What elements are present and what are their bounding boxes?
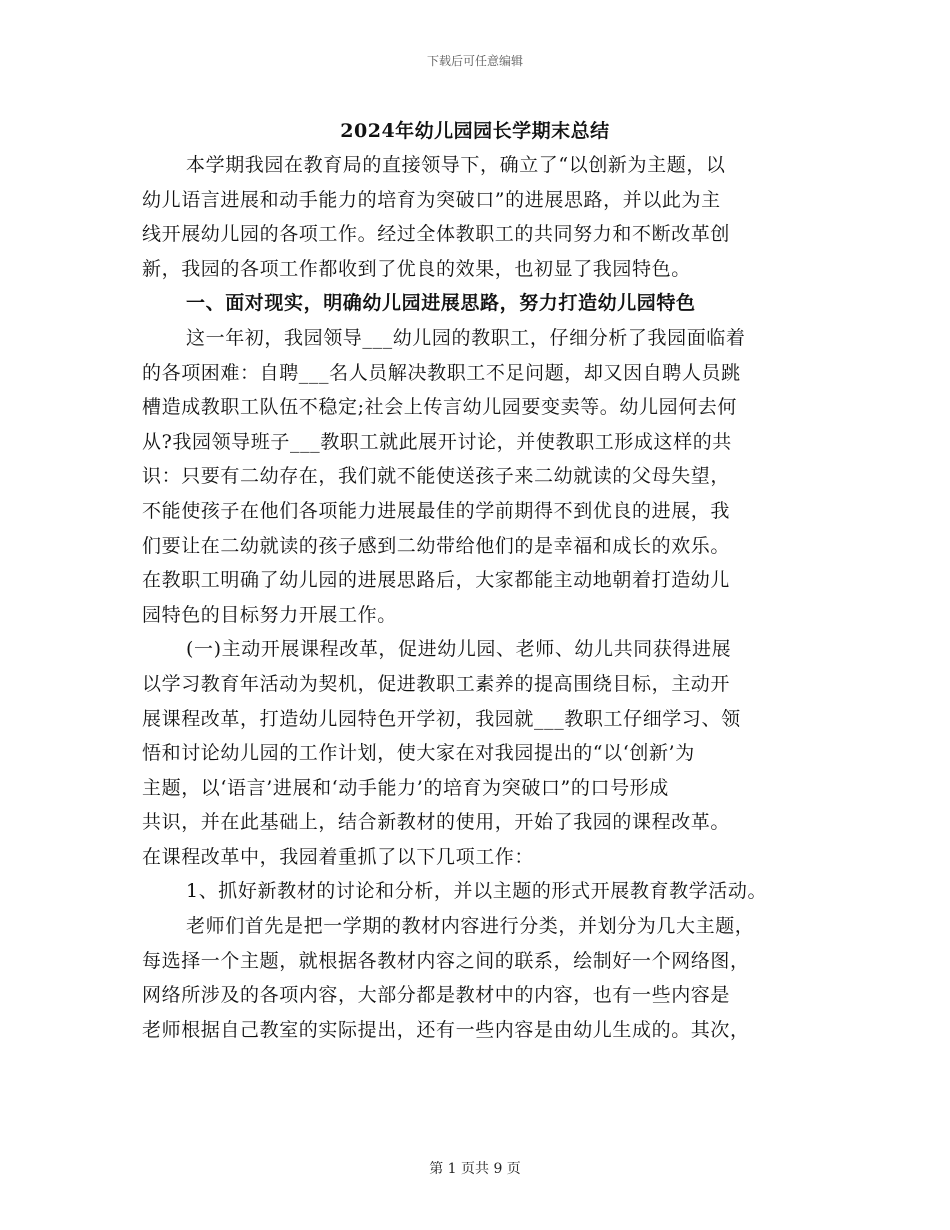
paragraph-line: 这一年初，我园领导___幼儿园的教职工，仔细分析了我园面临着 — [186, 326, 746, 349]
paragraph-line: 每选择一个主题，就根据各教材内容之间的联系，绘制好一个网络图， — [142, 949, 750, 972]
paragraph-line: 们要让在二幼就读的孩子感到二幼带给他们的是幸福和成长的欢乐。 — [142, 534, 731, 557]
document-title: 2024年幼儿园园长学期末总结 — [340, 120, 610, 142]
paragraph-line: 园特色的目标努力开展工作。 — [142, 603, 397, 626]
paragraph-line: 老师们首先是把一学期的教材内容进行分类，并划分为几大主题， — [186, 915, 755, 938]
list-item-heading: 1、抓好新教材的讨论和分析，并以主题的形式开展教育教学活动。 — [186, 880, 768, 903]
paragraph-line: 共识，并在此基础上，结合新教材的使用，开始了我园的课程改革。 — [142, 811, 731, 834]
subsection-heading: (一)主动开展课程改革，促进幼儿园、老师、幼儿共同获得进展 — [186, 638, 732, 661]
paragraph-line: 以学习教育年活动为契机，促进教职工素养的提高围绕目标，主动开 — [142, 672, 731, 695]
paragraph-line: 识：只要有二幼存在，我们就不能使送孩子来二幼就读的父母失望， — [142, 465, 731, 488]
document-body — [142, 148, 822, 1047]
paragraph-line: 从?我园领导班子___教职工就此展开讨论，并使教职工形成这样的共 — [142, 430, 732, 453]
paragraph-line: 在教职工明确了幼儿园的进展思路后，大家都能主动地朝着打造幼儿 — [142, 569, 731, 592]
paragraph-line: 老师根据自己教室的实际提出，还有一些内容是由幼儿生成的。其次， — [142, 1018, 750, 1041]
paragraph-line: 主题，以‘语言’进展和‘动手能力’的培育为突破口”的口号形成 — [142, 776, 669, 799]
paragraph-line: 展课程改革，打造幼儿园特色开学初，我园就___教职工仔细学习、领 — [142, 707, 741, 730]
section-heading: 一、面对现实，明确幼儿园进展思路，努力打造幼儿园特色 — [186, 292, 696, 315]
header-note: 下载后可任意编辑 — [426, 54, 523, 68]
paragraph-line: 不能使孩子在他们各项能力进展最佳的学前期得不到优良的进展，我 — [142, 499, 731, 522]
paragraph-line: 线开展幼儿园的各项工作。经过全体教职工的共同努力和不断改革创 — [142, 223, 731, 246]
paragraph-line: 的各项困难：自聘___名人员解决教职工不足问题，却又因自聘人员跳 — [142, 361, 741, 384]
page-footer: 第 1 页共 9 页 — [429, 1161, 521, 1177]
paragraph-line: 网络所涉及的各项内容，大部分都是教材中的内容，也有一些内容是 — [142, 984, 731, 1007]
paragraph-line: 悟和讨论幼儿园的工作计划，使大家在对我园提出的“以‘创新’为 — [142, 742, 695, 765]
paragraph-line: 槽造成教职工队伍不稳定;社会上传言幼儿园要变卖等。幼儿园何去何 — [142, 396, 738, 419]
paragraph-line: 本学期我园在教育局的直接领导下，确立了“以创新为主题，以 — [186, 154, 726, 176]
paragraph-line: 在课程改革中，我园着重抓了以下几项工作： — [142, 845, 535, 868]
paragraph-line: 新，我园的各项工作都收到了优良的效果，也初显了我园特色。 — [142, 257, 691, 280]
paragraph-line: 幼儿语言进展和动手能力的培育为突破口”的进展思路，并以此为主 — [142, 188, 721, 211]
